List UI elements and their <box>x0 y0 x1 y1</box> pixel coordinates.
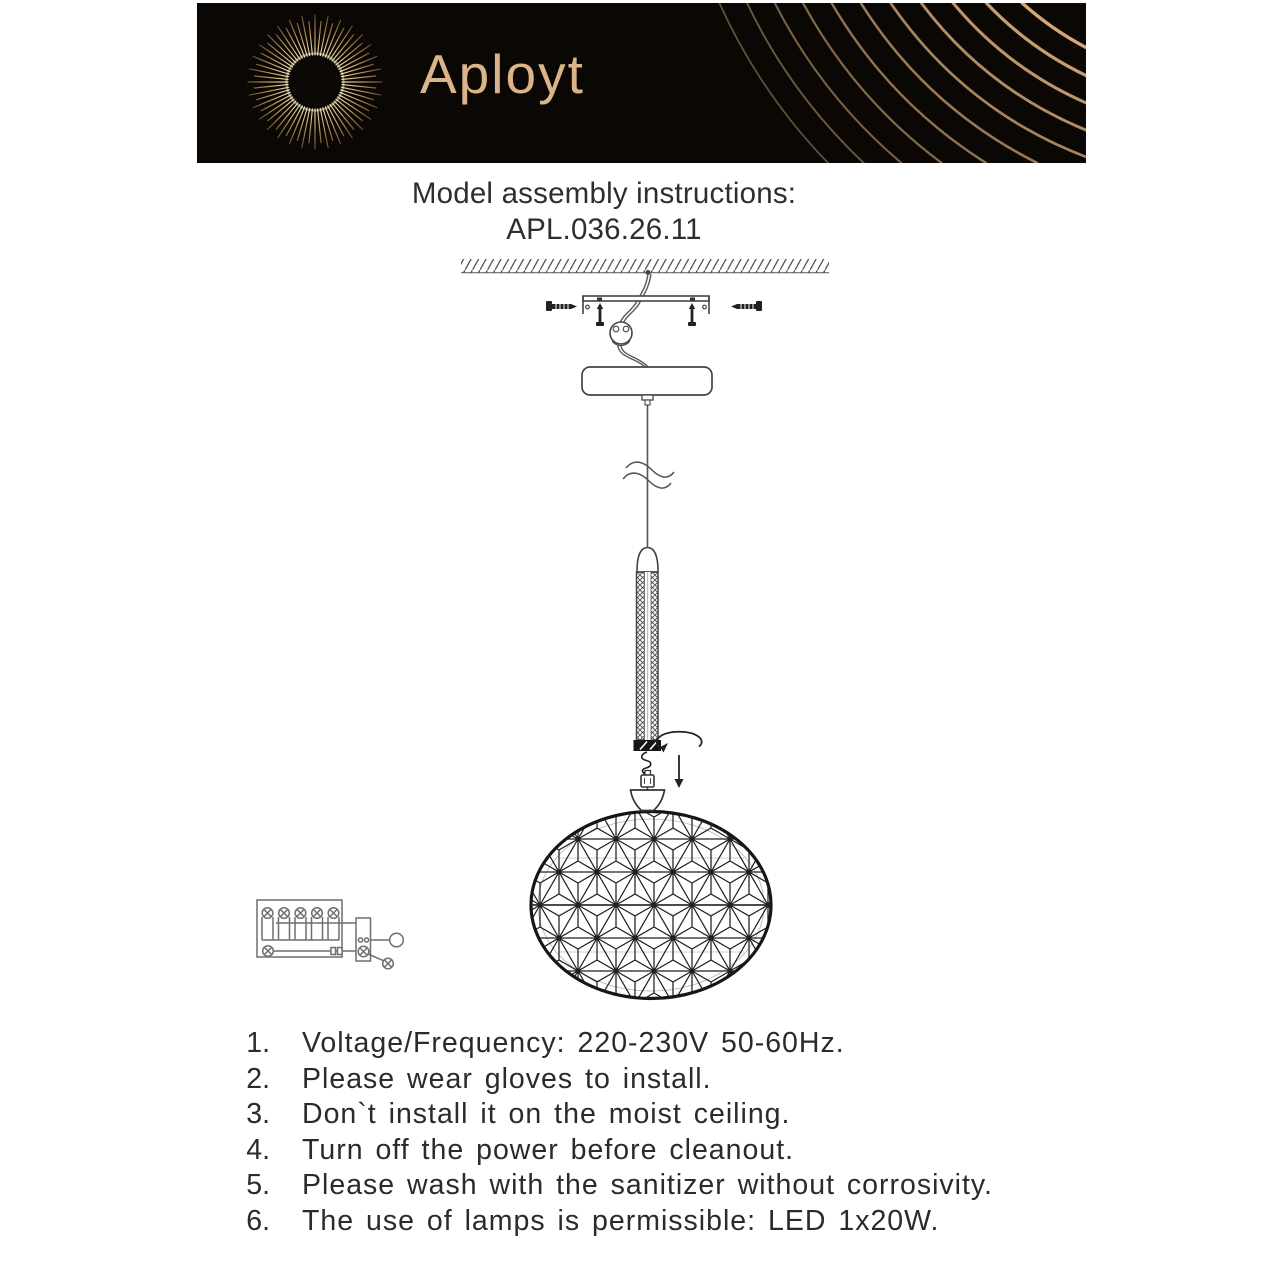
item-number: 1. <box>246 1027 270 1059</box>
banner-decoration <box>197 3 1086 163</box>
down-arrow-icon <box>675 755 684 788</box>
list-item <box>240 1026 1090 1062</box>
list-item <box>240 1133 1090 1169</box>
lamp-socket <box>631 771 665 811</box>
item-text: Voltage/Frequency: 220-230V 50-60Hz. <box>302 1027 845 1059</box>
item-text: The use of lamps is permissible: LED 1x20W. <box>302 1204 940 1237</box>
list-item <box>240 1168 1090 1204</box>
mounting-bracket <box>583 296 709 314</box>
bracket-screws <box>596 303 696 326</box>
item-number: 3. <box>246 1098 270 1130</box>
corner-rays-decoration <box>719 3 1086 163</box>
item-text: Don`t install it on the moist ceiling. <box>302 1098 791 1130</box>
brand-banner <box>197 3 1086 163</box>
item-text: Please wear gloves to install. <box>302 1062 712 1095</box>
side-screws <box>546 301 762 311</box>
suspension-cable <box>623 405 674 548</box>
list-item <box>240 1204 1090 1240</box>
brand-wordmark: Aployt <box>420 43 585 105</box>
item-number: 6. <box>246 1204 270 1237</box>
sphere-shade <box>531 812 771 999</box>
lamp-symbol <box>390 933 404 947</box>
list-item <box>240 1097 1090 1133</box>
item-number: 2. <box>246 1062 270 1095</box>
rotation-arrow-icon <box>657 732 702 753</box>
item-text: Please wash with the sanitizer without corrosivity. <box>302 1169 993 1201</box>
canopy <box>582 367 712 405</box>
assembly-diagram <box>455 255 840 1015</box>
ceiling-hatch <box>461 259 829 275</box>
terminal-connector <box>610 322 632 346</box>
wiring-diagram <box>248 893 418 983</box>
instructions-list <box>240 1026 1090 1239</box>
sunburst-glow-ring <box>287 54 344 111</box>
item-number: 4. <box>246 1133 270 1166</box>
cable-break-symbol <box>623 462 674 488</box>
sunburst-logo-icon <box>248 15 382 149</box>
list-item <box>240 1062 1090 1098</box>
item-number: 5. <box>246 1169 270 1201</box>
title-line1: Model assembly instructions: <box>411 177 797 210</box>
page-title <box>304 176 904 248</box>
model-number: APL.036.26.11 <box>506 213 702 246</box>
supply-wires <box>618 274 651 368</box>
item-text: Turn off the power before cleanout. <box>302 1133 795 1166</box>
